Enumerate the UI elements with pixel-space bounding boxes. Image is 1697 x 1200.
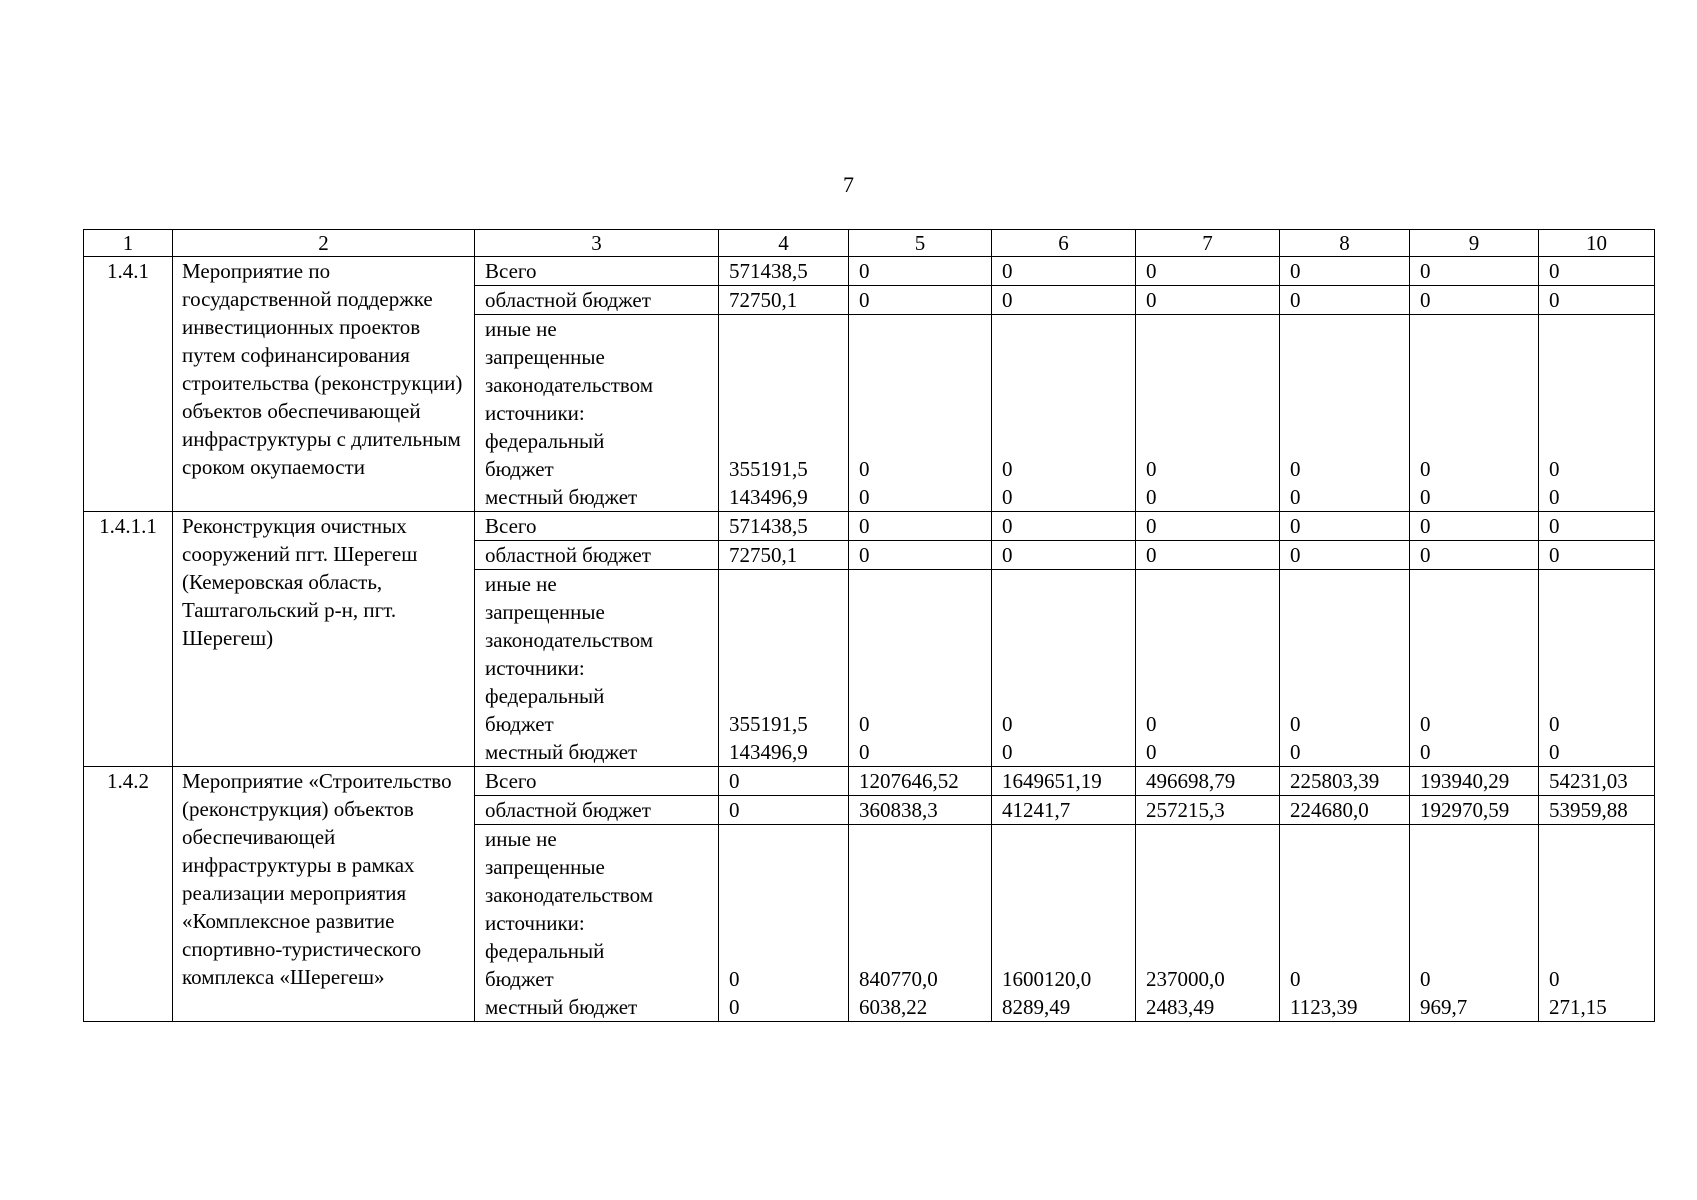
local-value: 0 [1420,485,1431,509]
table-row [84,257,1655,286]
item-name: Мероприятие «Строительство (реконструкция) объектов обеспечивающей инфраструктуры в рамках реализации мероприятия «Комплексное развитие спортивно-туристического комплекса «Шерегеш» [173,767,475,1022]
table-row [84,512,1655,541]
local-value: 0 [1146,740,1157,764]
regional-value: 72750,1 [719,541,849,570]
federal-value: 0 [1549,457,1560,481]
local-value: 1123,39 [1290,995,1358,1019]
regional-value: 53959,88 [1539,796,1655,825]
total-value: 0 [1280,512,1410,541]
source-line: местный бюджет [485,995,638,1019]
total-value: 0 [1136,512,1280,541]
other-sources-values [849,570,992,767]
item-name: Реконструкция очистных сооружений пгт. Шерегеш (Кемеровская область, Таштагольский р-н, пгт. Шерегеш) [173,512,475,767]
regional-value: 0 [992,541,1136,570]
source-line: местный бюджет [485,740,638,764]
regional-value: 0 [992,286,1136,315]
regional-value: 0 [1410,286,1539,315]
other-sources-values [719,315,849,512]
source-line: бюджет [485,457,554,481]
source-line: федеральный [485,939,605,963]
source-line: источники: [485,656,585,680]
other-sources-values [1410,570,1539,767]
total-value: 0 [719,767,849,796]
local-value: 0 [1290,740,1301,764]
other-sources-values [849,825,992,1022]
total-value: 193940,29 [1410,767,1539,796]
federal-value: 0 [1290,457,1301,481]
local-value: 0 [1290,485,1301,509]
federal-value: 0 [1002,457,1013,481]
total-value: 0 [849,257,992,286]
total-value: 1207646,52 [849,767,992,796]
federal-value: 0 [1549,712,1560,736]
other-sources-values [992,570,1136,767]
source-total-label: Всего [475,767,719,796]
header-cell: 4 [719,230,849,257]
other-sources-values [1539,570,1655,767]
local-value: 0 [1549,740,1560,764]
local-value: 0 [859,740,870,764]
header-cell: 9 [1410,230,1539,257]
source-line: бюджет [485,712,554,736]
other-sources-values [719,825,849,1022]
total-value: 0 [1539,257,1655,286]
source-line: источники: [485,911,585,935]
total-value: 0 [1280,257,1410,286]
local-value: 0 [729,995,740,1019]
other-sources-values [1280,570,1410,767]
federal-value: 0 [1290,967,1301,991]
local-value: 271,15 [1549,995,1607,1019]
item-code: 1.4.1 [84,257,173,512]
page-number: 7 [843,172,854,197]
other-sources-values [1136,570,1280,767]
total-value: 0 [992,512,1136,541]
federal-value: 0 [729,967,740,991]
regional-value: 0 [1539,541,1655,570]
federal-value: 1600120,0 [1002,967,1092,991]
regional-value: 224680,0 [1280,796,1410,825]
source-line: федеральный [485,429,605,453]
other-sources-values [1539,315,1655,512]
source-other-label [475,570,719,767]
regional-value: 41241,7 [992,796,1136,825]
local-value: 969,7 [1420,995,1468,1019]
budget-table [83,229,1655,1022]
federal-value: 0 [1549,967,1560,991]
total-value: 496698,79 [1136,767,1280,796]
source-line: законодательством [485,373,654,397]
local-value: 143496,9 [729,485,808,509]
other-sources-values [849,315,992,512]
other-sources-values [719,570,849,767]
source-line: запрещенные [485,345,605,369]
other-sources-values [1280,315,1410,512]
regional-value: 0 [849,541,992,570]
source-other-label [475,825,719,1022]
source-line: бюджет [485,967,554,991]
regional-value: 0 [1280,541,1410,570]
source-regional-label: областной бюджет [475,286,719,315]
local-value: 0 [1002,740,1013,764]
total-value: 225803,39 [1280,767,1410,796]
regional-value: 0 [719,796,849,825]
total-value: 571438,5 [719,512,849,541]
federal-value: 0 [1420,457,1431,481]
other-sources-values [992,315,1136,512]
source-line: запрещенные [485,855,605,879]
other-sources-values [992,825,1136,1022]
federal-value: 840770,0 [859,967,938,991]
total-value: 0 [1136,257,1280,286]
federal-value: 0 [1002,712,1013,736]
header-cell: 2 [173,230,475,257]
total-value: 571438,5 [719,257,849,286]
local-value: 2483,49 [1146,995,1215,1019]
source-other-label [475,315,719,512]
regional-value: 0 [1539,286,1655,315]
header-row [84,230,1655,257]
regional-value: 192970,59 [1410,796,1539,825]
item-code: 1.4.1.1 [84,512,173,767]
regional-value: 0 [849,286,992,315]
local-value: 143496,9 [729,740,808,764]
regional-value: 0 [1410,541,1539,570]
header-cell: 6 [992,230,1136,257]
regional-value: 0 [1280,286,1410,315]
regional-value: 360838,3 [849,796,992,825]
total-value: 0 [1539,512,1655,541]
source-total-label: Всего [475,512,719,541]
total-value: 0 [1410,257,1539,286]
total-value: 1649651,19 [992,767,1136,796]
header-cell: 7 [1136,230,1280,257]
federal-value: 0 [1420,712,1431,736]
other-sources-values [1136,825,1280,1022]
source-line: законодательством [485,628,654,652]
federal-value: 0 [1146,457,1157,481]
source-line: федеральный [485,684,605,708]
local-value: 0 [1549,485,1560,509]
total-value: 0 [1410,512,1539,541]
source-line: запрещенные [485,600,605,624]
federal-value: 355191,5 [729,712,808,736]
federal-value: 0 [1420,967,1431,991]
source-line: иные не [485,827,557,851]
federal-value: 355191,5 [729,457,808,481]
table-row [84,767,1655,796]
regional-value: 257215,3 [1136,796,1280,825]
source-regional-label: областной бюджет [475,796,719,825]
other-sources-values [1539,825,1655,1022]
header-cell: 8 [1280,230,1410,257]
federal-value: 0 [1146,712,1157,736]
local-value: 0 [859,485,870,509]
regional-value: 0 [1136,286,1280,315]
source-line: законодательством [485,883,654,907]
header-cell: 3 [475,230,719,257]
source-total-label: Всего [475,257,719,286]
regional-value: 72750,1 [719,286,849,315]
other-sources-values [1410,315,1539,512]
local-value: 0 [1420,740,1431,764]
federal-value: 0 [859,457,870,481]
federal-value: 0 [859,712,870,736]
header-cell: 10 [1539,230,1655,257]
federal-value: 237000,0 [1146,967,1225,991]
header-cell: 1 [84,230,173,257]
header-cell: 5 [849,230,992,257]
total-value: 0 [849,512,992,541]
other-sources-values [1280,825,1410,1022]
local-value: 6038,22 [859,995,928,1019]
total-value: 0 [992,257,1136,286]
source-line: местный бюджет [485,485,638,509]
item-code: 1.4.2 [84,767,173,1022]
source-line: иные не [485,572,557,596]
source-line: иные не [485,317,557,341]
other-sources-values [1136,315,1280,512]
local-value: 0 [1002,485,1013,509]
local-value: 8289,49 [1002,995,1071,1019]
local-value: 0 [1146,485,1157,509]
federal-value: 0 [1290,712,1301,736]
other-sources-values [1410,825,1539,1022]
item-name: Мероприятие по государственной поддержке инвестиционных проектов путем софинансирования строительства (реконструкции) объектов обеспечивающей инфраструктуры с длительным сроком окупаемости [173,257,475,512]
total-value: 54231,03 [1539,767,1655,796]
source-line: источники: [485,401,585,425]
regional-value: 0 [1136,541,1280,570]
source-regional-label: областной бюджет [475,541,719,570]
